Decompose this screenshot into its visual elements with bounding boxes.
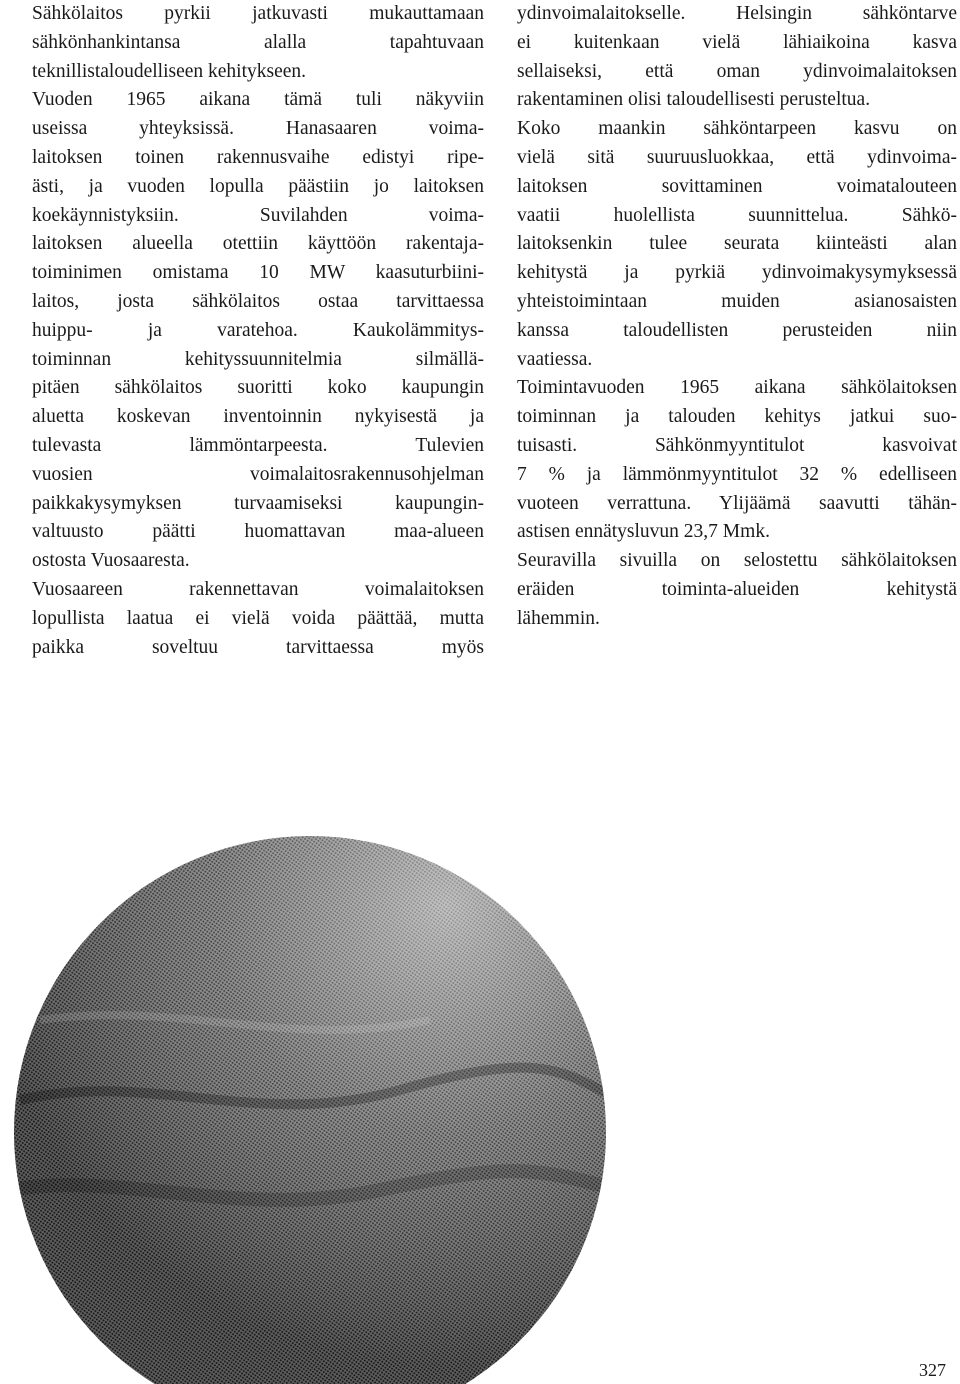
text-line: lopullista laatua ei vielä voida päättää, mutta [32,607,484,629]
text-line: koekäynnistyksiin. Suvilahden voima- [32,204,484,226]
text-line: Seuravilla sivuilla on selostettu sähkölaitoksen [517,550,957,572]
text-line: laitoksen sovittaminen voimatalouteen [517,175,957,197]
text-line: Vuosaareen rakennettavan voimalaitoksen [32,578,484,600]
text-line: yhteistoimintaan muiden asianosaisten [517,290,957,312]
text-line: ei kuitenkaan vielä lähiaikoina kasva [517,31,957,53]
text-line: vuoteen verrattuna. Ylijäämä saavutti tähän- [517,492,957,514]
text-line: ästi, ja vuoden lopulla päästiin jo laitoksen [32,175,484,197]
text-line: vuosien voimalaitosrakennusohjelman [32,463,484,485]
text-line: Koko maankin sähköntarpeen kasvu on [517,118,957,140]
text-line: sähkönhankintansa alalla tapahtuvaan [32,31,484,53]
text-line: teknillistaloudelliseen kehitykseen. [32,60,307,82]
text-line: paikka soveltuu tarvittaessa myös [32,636,484,658]
text-line: Vuoden 1965 aikana tämä tuli näkyviin [32,89,484,111]
text-line: toiminnan kehityssuunnitelmia silmällä- [32,348,484,370]
text-line: useissa yhteyksissä. Hanasaaren voima- [32,118,484,140]
right-text-column [517,0,957,634]
text-line: valtuusto päätti huomattavan maa-alueen [32,521,484,543]
text-line: laitoksenkin tulee seurata kiinteästi alan [517,233,957,255]
text-line: 7 % ja lämmönmyyntitulot 32 % edelliseen [517,463,957,485]
text-line: tuisasti. Sähkönmyyntitulot kasvoivat [517,434,957,456]
text-line: laitoksen toinen rakennusvaihe edistyi ripe- [32,146,484,168]
text-line: sellaiseksi, että oman ydinvoimalaitoksen [517,60,957,82]
text-line: Toimintavuoden 1965 aikana sähkölaitoksen [517,377,957,399]
text-line: eräiden toiminta-alueiden kehitystä [517,578,957,600]
text-line: paikkakysymyksen turvaamiseksi kaupungin- [32,492,484,514]
text-line: Sähkölaitos pyrkii jatkuvasti mukauttamaan [32,3,484,24]
text-line: lähemmin. [517,607,600,629]
text-line: pitäen sähkölaitos suoritti koko kaupungin [32,377,484,399]
left-text-column [32,0,484,662]
text-line: vaatiessa. [517,348,593,370]
text-line: tulevasta lämmöntarpeesta. Tulevien [32,434,484,456]
text-line: kehitystä ja pyrkiä ydinvoimakysymyksessä [517,262,957,284]
text-line: rakentaminen olisi taloudellisesti perusteltua. [517,89,871,111]
text-line: toiminnan ja talouden kehitys jatkui suo- [517,406,957,428]
text-line: ostosta Vuosaaresta. [32,550,190,572]
text-line: toiminimen omistama 10 MW kaasuturbiini- [32,262,484,284]
text-line: huippu- ja varatehoa. Kaukolämmitys- [32,319,484,341]
text-line: astisen ennätysluvun 23,7 Mmk. [517,521,770,543]
page-number: 327 [919,1360,946,1380]
text-line: kanssa taloudellisten perusteiden niin [517,319,957,341]
text-line: vielä sitä suuruusluokkaa, että ydinvoima- [517,146,957,168]
text-line: ydinvoimalaitokselle. Helsingin sähköntarve [517,3,957,24]
text-line: laitos, josta sähkölaitos ostaa tarvittaessa [32,290,484,312]
halftone-photo [0,770,620,1384]
text-line: aluetta koskevan inventoinnin nykyisestä ja [32,406,484,428]
text-line: laitoksen alueella otettiin käyttöön rakentaja- [32,233,484,255]
text-line: vaatii huolellista suunnittelua. Sähkö- [517,204,957,226]
dark-disc-photo [0,770,620,1384]
